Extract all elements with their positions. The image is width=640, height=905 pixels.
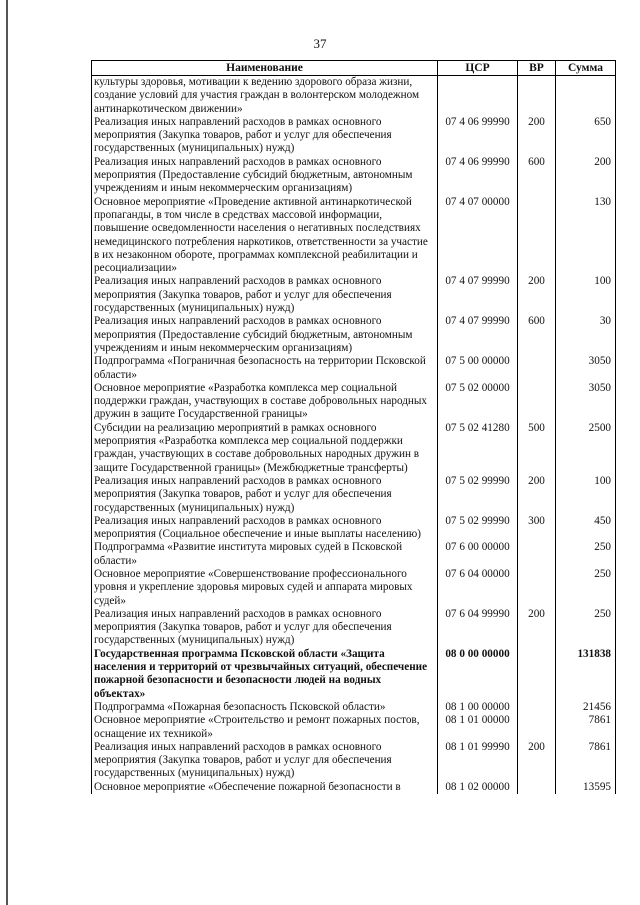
row-sum: 250 <box>556 541 616 568</box>
row-csr <box>438 76 518 116</box>
row-sum: 450 <box>556 515 616 542</box>
table-row <box>92 382 616 422</box>
row-name: Основное мероприятие «Строительство и ремонт пожарных постов, оснащение их техникой» <box>92 714 438 741</box>
page-number: 37 <box>313 36 327 51</box>
table-row <box>92 156 616 196</box>
row-sum: 130 <box>556 196 616 276</box>
row-csr: 07 6 04 00000 <box>438 568 518 608</box>
row-csr: 07 5 00 00000 <box>438 355 518 382</box>
row-csr: 07 6 04 99990 <box>438 608 518 648</box>
row-vr <box>518 355 556 382</box>
row-name: Реализация иных направлений расходов в рамках основного мероприятия (Закупка товаров, работ и услуг для обеспечения государственных (муниципальных) нужд) <box>92 475 438 515</box>
row-name: Реализация иных направлений расходов в рамках основного мероприятия (Закупка товаров, работ и услуг для обеспечения государственных (муниципальных) нужд) <box>92 608 438 648</box>
row-vr <box>518 714 556 741</box>
row-csr: 07 6 00 00000 <box>438 541 518 568</box>
row-csr: 08 1 01 00000 <box>438 714 518 741</box>
row-sum: 3050 <box>556 355 616 382</box>
table-row <box>92 116 616 156</box>
row-sum: 131838 <box>556 648 616 701</box>
table-row <box>92 714 616 741</box>
row-sum: 2500 <box>556 422 616 475</box>
header-name: Наименование <box>92 61 438 76</box>
row-name: Основное мероприятие «Разработка комплекса мер социальной поддержки граждан, участвующих в составе добровольных народных дружин в защите Государственной границы» <box>92 382 438 422</box>
table-row <box>92 475 616 515</box>
row-csr: 08 0 00 00000 <box>438 648 518 701</box>
row-sum: 21456 <box>556 701 616 714</box>
row-name: Реализация иных направлений расходов в рамках основного мероприятия (Закупка товаров, работ и услуг для обеспечения государственных (муниципальных) нужд) <box>92 741 438 781</box>
header-sum: Сумма <box>556 61 616 76</box>
row-vr: 600 <box>518 156 556 196</box>
table-row <box>92 355 616 382</box>
row-vr <box>518 76 556 116</box>
row-vr: 200 <box>518 475 556 515</box>
row-vr: 500 <box>518 422 556 475</box>
table-row <box>92 541 616 568</box>
table-header-row <box>92 61 616 76</box>
table-row <box>92 76 616 116</box>
row-sum: 30 <box>556 315 616 355</box>
row-vr <box>518 648 556 701</box>
row-name: Подпрограмма «Пограничная безопасность на территории Псковской области» <box>92 355 438 382</box>
row-csr: 08 1 01 99990 <box>438 741 518 781</box>
row-name: Реализация иных направлений расходов в рамках основного мероприятия (Предоставление субсидий бюджетным, автономным учреждениям и иным некоммерческим организациям) <box>92 315 438 355</box>
budget-table <box>91 60 616 794</box>
row-name: Основное мероприятие «Совершенствование профессионального уровня и укрепление здоровья мировых судей и аппарата мировых судей» <box>92 568 438 608</box>
row-name: культуры здоровья, мотивации к ведению здорового образа жизни, создание условий для участия граждан в волонтерском молодежном антинаркотическом движении» <box>92 76 438 116</box>
row-sum: 200 <box>556 156 616 196</box>
table-row <box>92 315 616 355</box>
table-row <box>92 741 616 781</box>
row-name: Подпрограмма «Пожарная безопасность Псковской области» <box>92 701 438 714</box>
row-sum: 250 <box>556 608 616 648</box>
table-row <box>92 701 616 714</box>
row-name: Субсидии на реализацию мероприятий в рамках основного мероприятия «Разработка комплекса мер социальной поддержки граждан, участвующих в составе добровольных народных дружин в защите Государственной границы» (Межбюджетные трансферты) <box>92 422 438 475</box>
row-csr: 08 1 00 00000 <box>438 701 518 714</box>
table-row <box>92 608 616 648</box>
row-csr: 07 4 06 99990 <box>438 156 518 196</box>
row-sum <box>556 76 616 116</box>
row-name: Реализация иных направлений расходов в рамках основного мероприятия (Социальное обеспечение и иные выплаты населению) <box>92 515 438 542</box>
table-row <box>92 422 616 475</box>
row-vr <box>518 568 556 608</box>
table-row <box>92 196 616 276</box>
row-name: Реализация иных направлений расходов в рамках основного мероприятия (Предоставление субсидий бюджетным, автономным учреждениям и иным некоммерческим организациям) <box>92 156 438 196</box>
row-name: Основное мероприятие «Проведение активной антинаркотической пропаганды, в том числе в средствах массовой информации, повышение осведомленности населения о негативных последствиях немедицинского потребления наркотиков, ответственности за участие в их незаконном обороте, программах комплексной реабилитации и ресоциализации» <box>92 196 438 276</box>
row-csr: 07 4 06 99990 <box>438 116 518 156</box>
row-csr: 08 1 02 00000 <box>438 781 518 794</box>
row-csr: 07 5 02 41280 <box>438 422 518 475</box>
row-sum: 100 <box>556 275 616 315</box>
table-row <box>92 515 616 542</box>
table-row <box>92 648 616 701</box>
row-name: Реализация иных направлений расходов в рамках основного мероприятия (Закупка товаров, работ и услуг для обеспечения государственных (муниципальных) нужд) <box>92 275 438 315</box>
row-vr <box>518 701 556 714</box>
row-name: Подпрограмма «Развитие института мировых судей в Псковской области» <box>92 541 438 568</box>
row-csr: 07 4 07 99990 <box>438 315 518 355</box>
row-name: Государственная программа Псковской области «Защита населения и территорий от чрезвычайных ситуаций, обеспечение пожарной безопасности и безопасности людей на водных объектах» <box>92 648 438 701</box>
row-vr: 200 <box>518 741 556 781</box>
header-csr: ЦСР <box>438 61 518 76</box>
row-csr: 07 5 02 99990 <box>438 515 518 542</box>
row-vr <box>518 781 556 794</box>
row-vr <box>518 196 556 276</box>
row-csr: 07 4 07 99990 <box>438 275 518 315</box>
row-sum: 7861 <box>556 741 616 781</box>
row-name: Основное мероприятие «Обеспечение пожарной безопасности в <box>92 781 438 794</box>
header-vr: ВР <box>518 61 556 76</box>
table-row <box>92 568 616 608</box>
row-vr <box>518 541 556 568</box>
row-vr: 200 <box>518 116 556 156</box>
table-row <box>92 781 616 794</box>
row-csr: 07 4 07 00000 <box>438 196 518 276</box>
row-sum: 3050 <box>556 382 616 422</box>
row-sum: 250 <box>556 568 616 608</box>
row-sum: 7861 <box>556 714 616 741</box>
row-vr: 200 <box>518 275 556 315</box>
row-csr: 07 5 02 00000 <box>438 382 518 422</box>
row-vr: 300 <box>518 515 556 542</box>
scan-edge-line <box>6 0 8 905</box>
row-vr: 200 <box>518 608 556 648</box>
row-vr <box>518 382 556 422</box>
row-csr: 07 5 02 99990 <box>438 475 518 515</box>
row-sum: 100 <box>556 475 616 515</box>
row-sum: 650 <box>556 116 616 156</box>
row-name: Реализация иных направлений расходов в рамках основного мероприятия (Закупка товаров, работ и услуг для обеспечения государственных (муниципальных) нужд) <box>92 116 438 156</box>
table-row <box>92 275 616 315</box>
row-vr: 600 <box>518 315 556 355</box>
row-sum: 13595 <box>556 781 616 794</box>
